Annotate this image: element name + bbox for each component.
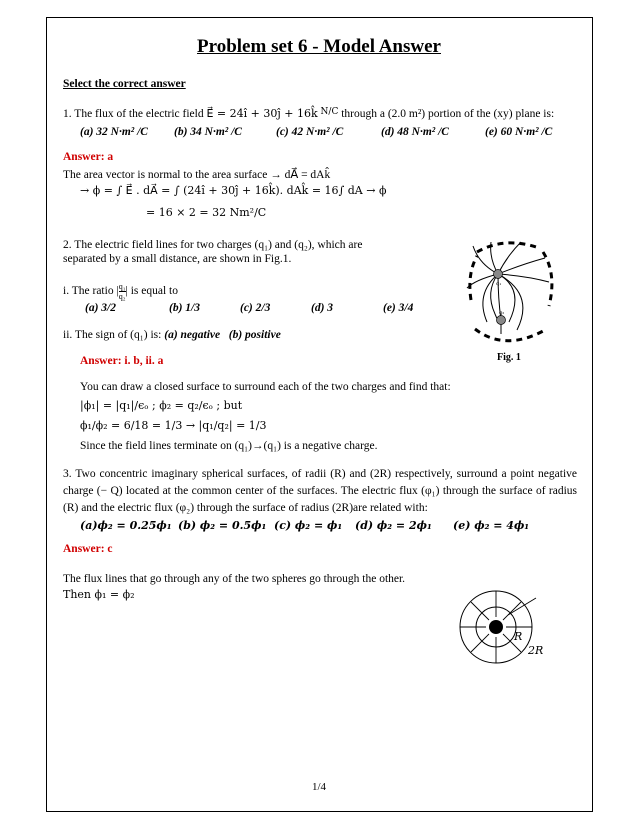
q2-stem-line-2: separated by a small distance, are shown in Fig.1. — [63, 253, 292, 265]
radius-R-label: R — [514, 630, 523, 643]
ratio-fraction: $\frac{\text{q₁}}{\text{q₂}}$ — [118, 282, 126, 301]
q1-choice-b: (b) 34 N·m² /C — [174, 126, 242, 138]
q2-answer: Answer: i. b, ii. a — [80, 355, 164, 367]
q1-choice-a: (a) 32 N·m² /C — [80, 126, 148, 138]
q1-choice-d: (d) 48 N·m² /C — [381, 126, 449, 138]
q2-choice-d: (d) 3 — [311, 302, 334, 314]
concentric-spheres-figure — [448, 588, 558, 668]
q1-explanation-1: The area vector is normal to the area surface → dA⃗ = dAk̂ — [63, 169, 331, 181]
field-lines-figure — [465, 234, 561, 359]
q2-part-i: i. The ratio | $\frac{\text{q₁}}{\text{q₂}}$ | is equal to — [63, 282, 178, 301]
q1-stem: 1. The flux of the electric field E⃗ = 24î + 30ĵ + 16k̂ $^{N/C}$ through a (2.0 m²) portion of the (xy) plane is: — [63, 107, 555, 120]
q2-choice-b: (b) 1/3 — [169, 302, 200, 314]
fig-q1-label: q₁ — [496, 281, 502, 287]
q3-stem: 3. Two concentric imaginary spherical surfaces, of radii (R) and (2R) respectively, surround a point negative charge (− Q) located at the common center of the surfaces. The electric flux (φ₁) through the surface of radius (R) and the electric flux (φ₂) through the surface of radius (2R)are related with: — [63, 468, 577, 514]
q2-explanation-3: ϕ₁/ϕ₂ = 6/18 = 1/3 → |q₁/q₂| = 1/3 — [80, 419, 267, 432]
q3-choice-e: (e) ϕ₂ = 4ϕ₁ — [453, 519, 530, 532]
page-title: Problem set 6 - Model Answer — [197, 36, 441, 57]
radius-2R-label: 2R — [528, 644, 544, 657]
q3-choice-c: (c) ϕ₂ = ϕ₁ — [274, 519, 343, 532]
q2-explanation-4: Since the field lines terminate on (q₁)→(q₁) is a negative charge. — [80, 440, 378, 452]
q2-choice-c: (c) 2/3 — [240, 302, 271, 314]
q2-explanation-2: |ϕ₁| = |q₁|/ϵₒ ; ϕ₂ = q₂/ϵₒ ; but — [80, 399, 243, 412]
q2-choice-a: (a) 3/2 — [85, 302, 116, 314]
point-charge-dot — [489, 620, 503, 634]
q3-answer: Answer: c — [63, 543, 113, 555]
instruction: Select the correct answer — [63, 78, 186, 90]
q1-choice-e: (e) 60 N·m² /C — [485, 126, 553, 138]
q1-answer: Answer: a — [63, 151, 114, 163]
q2-stem-line-1: 2. The electric field lines for two charges (q₁) and (q₂), which are — [63, 239, 363, 251]
q3-choice-d: (d) ϕ₂ = 2ϕ₁ — [355, 519, 432, 532]
q2-explanation-1: You can draw a closed surface to surround each of the two charges and find that: — [80, 381, 451, 393]
charge-q2-dot — [497, 316, 506, 325]
q1-explanation-3: = 16 × 2 = 32 Nm²/C — [146, 206, 267, 219]
q1-explanation-2: → ϕ = ∫ E⃗ . dA⃗ = ∫ (24î + 30ĵ + 16k̂). dAk̂ = 16∫ dA → ϕ — [80, 184, 387, 197]
q3-choice-a: (a)ϕ₂ = 0.25ϕ₁ — [80, 519, 172, 532]
charge-q1-dot — [494, 270, 503, 279]
q2-choice-e: (e) 3/4 — [383, 302, 414, 314]
q3-choice-b: (b) ϕ₂ = 0.5ϕ₁ — [178, 519, 267, 532]
q3-explanation-1: The flux lines that go through any of the two spheres go through the other. — [63, 573, 406, 585]
fig-q2-label: q₂ — [499, 310, 505, 316]
q3-explanation-2: Then ϕ₁ = ϕ₂ — [63, 588, 135, 601]
q1-choice-c: (c) 42 N·m² /C — [276, 126, 344, 138]
page-number: 1/4 — [311, 781, 327, 793]
fig1-label: Fig. 1 — [497, 352, 521, 363]
q2-part-ii: ii. The sign of (q₁) is: (a) negative (b) positive — [63, 329, 281, 341]
